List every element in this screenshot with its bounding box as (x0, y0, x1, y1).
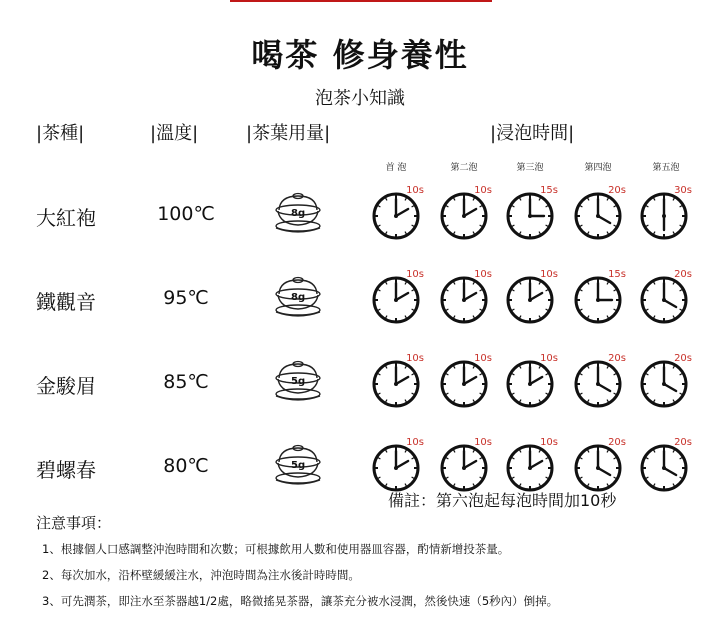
page-subtitle: 泡茶小知識 (315, 88, 405, 109)
tea-temperature: 95℃ (163, 287, 209, 309)
tea-amount: 8g (291, 292, 306, 303)
steep-time-label: 15s (608, 269, 626, 280)
steep-time-label: 10s (406, 269, 424, 280)
tea-amount: 5g (291, 376, 306, 387)
clock-icon (504, 442, 556, 494)
steep-time-label: 30s (674, 185, 692, 196)
top-accent-line (230, 0, 492, 2)
note-text: 備註：第六泡起每泡時間加10秒 (388, 491, 617, 510)
round-label-3: 第三泡 (516, 163, 544, 173)
tea-temperature: 85℃ (163, 371, 209, 393)
tea-amount: 8g (291, 208, 306, 219)
precautions-title: 注意事項： (36, 514, 112, 532)
clock-icon (370, 442, 422, 494)
clock-icon (572, 274, 624, 326)
header-amount: |茶葉用量| (246, 123, 331, 144)
clock-icon (438, 190, 490, 242)
tea-name: 碧螺春 (36, 458, 96, 482)
steep-time-label: 10s (540, 269, 558, 280)
steep-time-label: 10s (406, 185, 424, 196)
steep-time-label: 20s (674, 269, 692, 280)
clock-icon (572, 358, 624, 410)
gaiwan-icon (266, 434, 330, 498)
clock-icon (504, 190, 556, 242)
steep-time-label: 10s (474, 353, 492, 364)
clock-icon (370, 274, 422, 326)
page-title: 喝茶 修身養性 (251, 36, 469, 74)
tea-name: 大紅袍 (36, 206, 96, 230)
gaiwan-icon (266, 266, 330, 330)
clock-icon (370, 358, 422, 410)
steep-time-label: 20s (608, 437, 626, 448)
header-temp: |溫度| (150, 123, 199, 144)
round-label-5: 第五泡 (652, 163, 680, 173)
tea-temperature: 100℃ (157, 203, 215, 225)
tea-amount: 5g (291, 460, 306, 471)
steep-time-label: 20s (608, 353, 626, 364)
clock-icon (572, 190, 624, 242)
precaution-item-3: 3、可先潤茶，即注水至茶器越1/2處，略微搖晃茶器，讓茶充分被水浸潤，然後快速（5秒內）倒掉。 (42, 594, 559, 608)
clock-icon (638, 442, 690, 494)
tea-temperature: 80℃ (163, 455, 209, 477)
clock-icon (370, 190, 422, 242)
steep-time-label: 10s (474, 437, 492, 448)
clock-icon (638, 358, 690, 410)
clock-icon (438, 442, 490, 494)
header-tea: |茶種| (36, 123, 85, 144)
clock-icon (438, 274, 490, 326)
precaution-item-2: 2、每次加水，沿杯壁緩緩注水，沖泡時間為注水後計時時間。 (42, 568, 360, 582)
tea-name: 鐵觀音 (36, 290, 96, 314)
tea-name: 金駿眉 (36, 374, 96, 398)
steep-time-label: 10s (540, 353, 558, 364)
round-label-4: 第四泡 (584, 163, 612, 173)
steep-time-label: 10s (540, 437, 558, 448)
steep-time-label: 20s (674, 437, 692, 448)
steep-time-label: 20s (674, 353, 692, 364)
header-time: |浸泡時間| (490, 123, 575, 144)
steep-time-label: 10s (474, 185, 492, 196)
clock-icon (638, 274, 690, 326)
steep-time-label: 20s (608, 185, 626, 196)
clock-icon (438, 358, 490, 410)
steep-time-label: 10s (406, 353, 424, 364)
steep-time-label: 10s (474, 269, 492, 280)
clock-icon (504, 274, 556, 326)
steep-time-label: 15s (540, 185, 558, 196)
round-label-1: 首 泡 (385, 163, 407, 173)
precaution-item-1: 1、根據個人口感調整沖泡時間和次數；可根據飲用人數和使用器皿容器，酌情新增投茶量。 (42, 542, 510, 556)
clock-icon (572, 442, 624, 494)
round-label-2: 第二泡 (450, 163, 478, 173)
gaiwan-icon (266, 182, 330, 246)
clock-icon (638, 190, 690, 242)
gaiwan-icon (266, 350, 330, 414)
clock-icon (504, 358, 556, 410)
steep-time-label: 10s (406, 437, 424, 448)
